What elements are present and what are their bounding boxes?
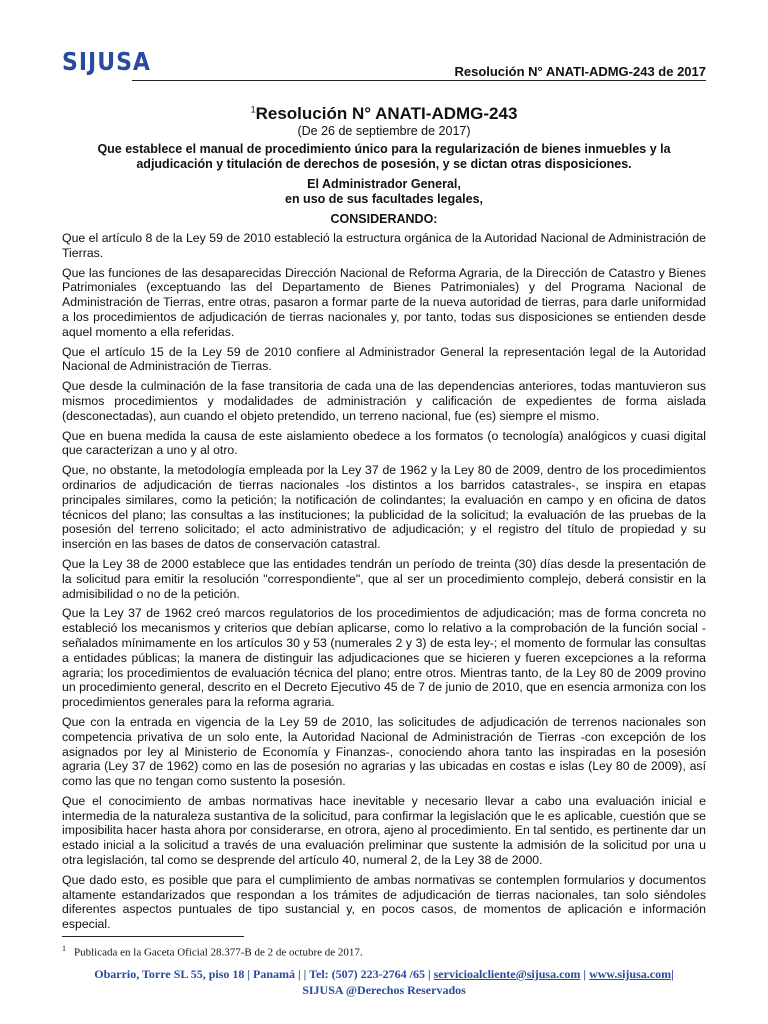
header-divider (132, 80, 706, 81)
paragraph: Que en buena medida la causa de este aislamiento obedece a los formatos (o tecnología) analógicos y cuasi digital que caracterizan a uno y al otro. (62, 428, 706, 458)
footnote-text: Publicada en la Gaceta Oficial 28.377-B de 2 de octubre de 2017. (74, 946, 363, 959)
paragraph: Que el artículo 15 de la Ley 59 de 2010 confiere al Administrador General la representación legal de la Autoridad Nacional de Administración de Tierras. (62, 344, 706, 374)
header-reference: Resolución N° ANATI-ADMG-243 de 2017 (454, 64, 706, 79)
administrator-line-1: El Administrador General, (307, 177, 461, 191)
document-body (62, 231, 706, 937)
paragraph: Que el conocimiento de ambas normativas hace inevitable y necesario llevar a cabo una evaluación inicial e intermedia de la naturaleza sustantiva de la solicitud, para confirmar la legislación que le es aplicable, cuestión que se imposibilita hacer hasta ahora por considerarse, en otrora, ajeno al procedimiento. En tal sentido, es pertinente dar un estado inicial a la solicitud a través de una evaluación preliminar que sustente la admisión de la solicitud por una u otra legislación, tal como se desprende del artículo 40, numeral 2, de la Ley 38 de 2000. (62, 793, 706, 868)
footer-contact-line (0, 966, 768, 982)
footnote (62, 944, 363, 959)
paragraph: Que el artículo 8 de la Ley 59 de 2010 estableció la estructura orgánica de la Autoridad Nacional de Administración de Tierras. (62, 231, 706, 260)
paragraph: Que, no obstante, la metodología empleada por la Ley 37 de 1962 y la Ley 80 de 2009, dentro de los procedimientos ordinarios de adjudicación de tierras nacionales -los distintos a los barridos catastrales-, se inspira en etapas principales similares, como la petición; la notificación de colindantes; la evaluación en campo y en oficina de datos técnicos del plano; las consultas a las instituciones; la publicidad de la solicitud; la evaluación de las pruebas de la posesión del terreno solicitado; el acto administrativo de adjudicación; y el registro del título de propiedad y su inserción en las bases de datos de conservación catastral. (62, 463, 706, 552)
title-footnote-mark[interactable]: 1 (250, 104, 256, 115)
paragraph: Que con la entrada en vigencia de la Ley 59 de 2010, las solicitudes de adjudicación de terrenos nacionales son competencia privativa de un solo ente, la Autoridad Nacional de Administración de Tierras -con excepción de los asignados por ley al Ministerio de Economía y Finanzas-, conociendo ahora tanto las inspiradas en la posesión agraria (Ley 37 de 1962) como en las de posesión no agrarias y las ubicadas en costas e islas (Ley 80 de 2009), así como las que no tengan como sustento la posesión. (62, 714, 706, 789)
administrator-line-2: en uso de sus facultades legales, (285, 192, 483, 206)
document-date: (De 26 de septiembre de 2017) (297, 124, 471, 138)
document-subject: Que establece el manual de procedimiento único para la regularización de bienes inmuebles y la adjudicación y titulación de derechos de posesión, y se dictan otras disposiciones. (97, 142, 671, 171)
page-footer (0, 966, 768, 998)
administrator-block (62, 177, 706, 207)
footer-separator: | (583, 967, 587, 981)
paragraph: Que dado esto, es posible que para el cumplimiento de ambas normativas se contemplen formularios y documentos altamente estandarizados que respondan a los trámites de adjudicación de tierras nacionales, tan solo siéndoles diferentes aspectos puntuales de tipo sustancial y, en pocos casos, de momentos de aplicación e información especial. (62, 872, 706, 932)
considering-heading: CONSIDERANDO: (330, 212, 438, 226)
footer-website-link[interactable]: www.sijusa.com| (589, 967, 674, 981)
paragraph: Que las funciones de las desaparecidas Dirección Nacional de Reforma Agraria, de la Dirección de Catastro y Bienes Patrimoniales (exceptuando las del Departamento de Bienes Patrimoniales) y del Programa Nacional de Administración de Tierras, entre otras, pasaron a formar parte de la nueva autoridad de tierras, para darle uniformidad a los procedimientos de adjudicación de tierras nacionales y, por tanto, todas sus disposiciones se entienden desde aquel momento a ella referidas. (62, 265, 706, 339)
footnote-mark: 1 (62, 944, 66, 953)
footnote-divider (62, 936, 244, 937)
paragraph: Que desde la culminación de la fase transitoria de cada una de las dependencias anteriores, todas mantuvieron sus mismos procedimientos y modalidades de administración y calificación de expedientes de forma aislada (desconectadas), aun cuando el objeto pretendido, un terreno nacional, fue (es) siempre el mismo. (62, 379, 706, 423)
paragraph: Que la Ley 37 de 1962 creó marcos regulatorios de los procedimientos de adjudicación; mas de forma concreta no estableció los mecanismos y criterios que debían aplicarse, como lo relativo a la comprobación de la función social -señalados mínimamente en los artículos 30 y 53 (numerales 2 y 3) de esta ley-; el momento de formular las consultas a entidades públicas; la manera de distinguir las adjudicaciones que se hicieren y fueren excepciones a la reforma agraria; los procedimientos de evaluación técnica del plano; entre otros. Mientras tanto, de la Ley 80 de 2009 provino un procedimiento general, descrito en el Decreto Ejecutivo 45 de 7 de junio de 2010, que en esencia armoniza con los procedimientos generales para la reforma agraria. (62, 606, 706, 710)
footer-email-link[interactable]: servicioalcliente@sijusa.com (433, 967, 581, 981)
title-text: Resolución N° ANATI-ADMG-243 (255, 104, 518, 123)
footer-address: Obarrio, Torre SL 55, piso 18 | Panamá | | Tel: (507) 223-2764 /65 | (94, 967, 431, 981)
footer-rights: SIJUSA @Derechos Reservados (302, 983, 466, 997)
paragraph: Que la Ley 38 de 2000 establece que las entidades tendrán un período de treinta (30) días desde la presentación de la solicitud para emitir la resolución "correspondiente", que al ser un procedimiento complejo, deberá consistir en la admisibilidad o no de la petición. (62, 556, 706, 601)
document-title (0, 104, 768, 124)
sijusa-logo: SIJUSA (62, 48, 151, 77)
